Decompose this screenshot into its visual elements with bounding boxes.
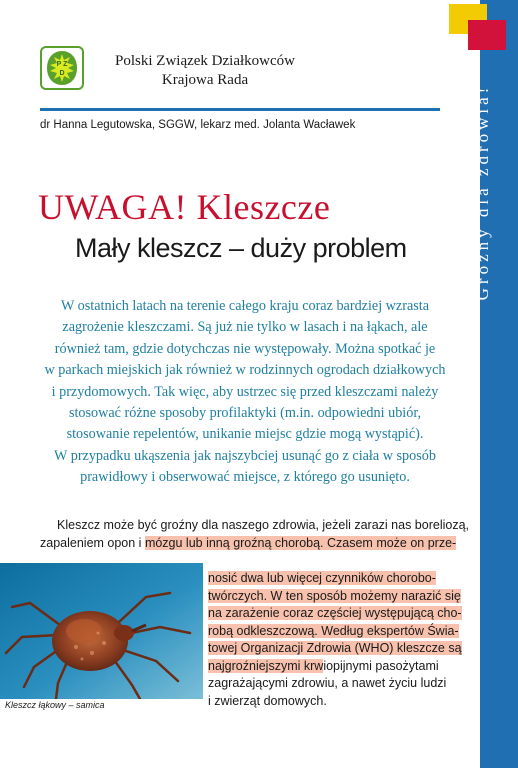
photo-caption: Kleszcz łąkowy – samica (5, 700, 105, 710)
authors-line: dr Hanna Legutowska, SGGW, lekarz med. Jolanta Wacławek (40, 119, 356, 131)
highlighted-text: na zarażenie coraz częściej występującą cho- (208, 606, 462, 620)
intro-line: zagrożenie kleszczami. Są już nie tylko w lasach i na łąkach, ale (62, 319, 428, 336)
body-line: i zwierząt domowych. (208, 693, 327, 708)
body-line: zagrażającymi zdrowiu, a nawet życiu ludzi (208, 676, 447, 690)
intro-line: W przypadku ukąszenia jak najszybciej usunąć go z ciała w sposób (54, 447, 436, 464)
highlighted-text: mózgu lub inną groźną chorobą. Czasem może on prze- (144, 535, 457, 550)
body-line (208, 658, 470, 676)
body-line (208, 640, 470, 658)
body-paragraph-top (40, 517, 469, 552)
svg-text:P Z: P Z (56, 61, 68, 68)
intro-line: w parkach miejskich jak również w rodzinnych ogrodach działkowych (44, 362, 446, 379)
body-paragraph-right (208, 570, 470, 710)
body-line: Kleszcz może być groźny dla naszego zdrowia, jeżeli zarazi nas boreliozą, (57, 518, 469, 532)
accent-square-red (468, 20, 506, 50)
highlighted-text: najgroźniejszymi krw (208, 658, 324, 673)
tick-photo (0, 563, 203, 699)
intro-paragraph (20, 296, 470, 489)
intro-line: stosować różne sposoby profilaktyki (m.in. odpowiedni ubiór, (68, 405, 422, 422)
organization-name (90, 52, 320, 90)
highlighted-text: robą odkleszczową. Według ekspertów Świa- (208, 623, 459, 638)
intro-line: W ostatnich latach na terenie całego kraju coraz bardziej wzrasta (60, 298, 430, 314)
highlighted-text: towej Organizacji Zdrowia (WHO) kleszcze są (208, 641, 462, 655)
body-line (208, 570, 470, 588)
body-line (208, 623, 470, 641)
body-text: zapaleniem opon i (40, 535, 145, 550)
organization-line2: Krajowa Rada (161, 72, 249, 88)
intro-line: prawidłowy i obserwować miejsce, z którego go usunięto. (80, 469, 410, 486)
page-title: UWAGA! Kleszcze (38, 187, 331, 227)
body-line (208, 588, 470, 606)
page-subtitle: Mały kleszcz – duży problem (75, 233, 407, 263)
intro-line: i przydomowych. Tak więc, aby ustrzec się przed kleszczami należy (51, 383, 439, 400)
header-divider (40, 108, 440, 111)
body-line (208, 605, 470, 623)
highlighted-text: twórczych. W ten sposób możemy narazić się (208, 588, 461, 603)
pzd-logo-icon (40, 46, 84, 90)
side-label: Groźny dla zdrowia! (473, 83, 492, 301)
body-line (40, 535, 460, 553)
organization-line1: Polski Związek Działkowców (115, 53, 295, 69)
intro-line: również tam, gdzie dotychczas nie występowały. Można spotkać je (54, 340, 436, 357)
highlighted-text: nosić dwa lub więcej czynników chorobo- (208, 571, 436, 585)
body-text: iopijnymi pasożytami (323, 658, 439, 673)
intro-line: stosowanie repelentów, unikanie miejsc gdzie mogą wystąpić). (66, 426, 424, 443)
svg-text:D: D (59, 70, 65, 77)
